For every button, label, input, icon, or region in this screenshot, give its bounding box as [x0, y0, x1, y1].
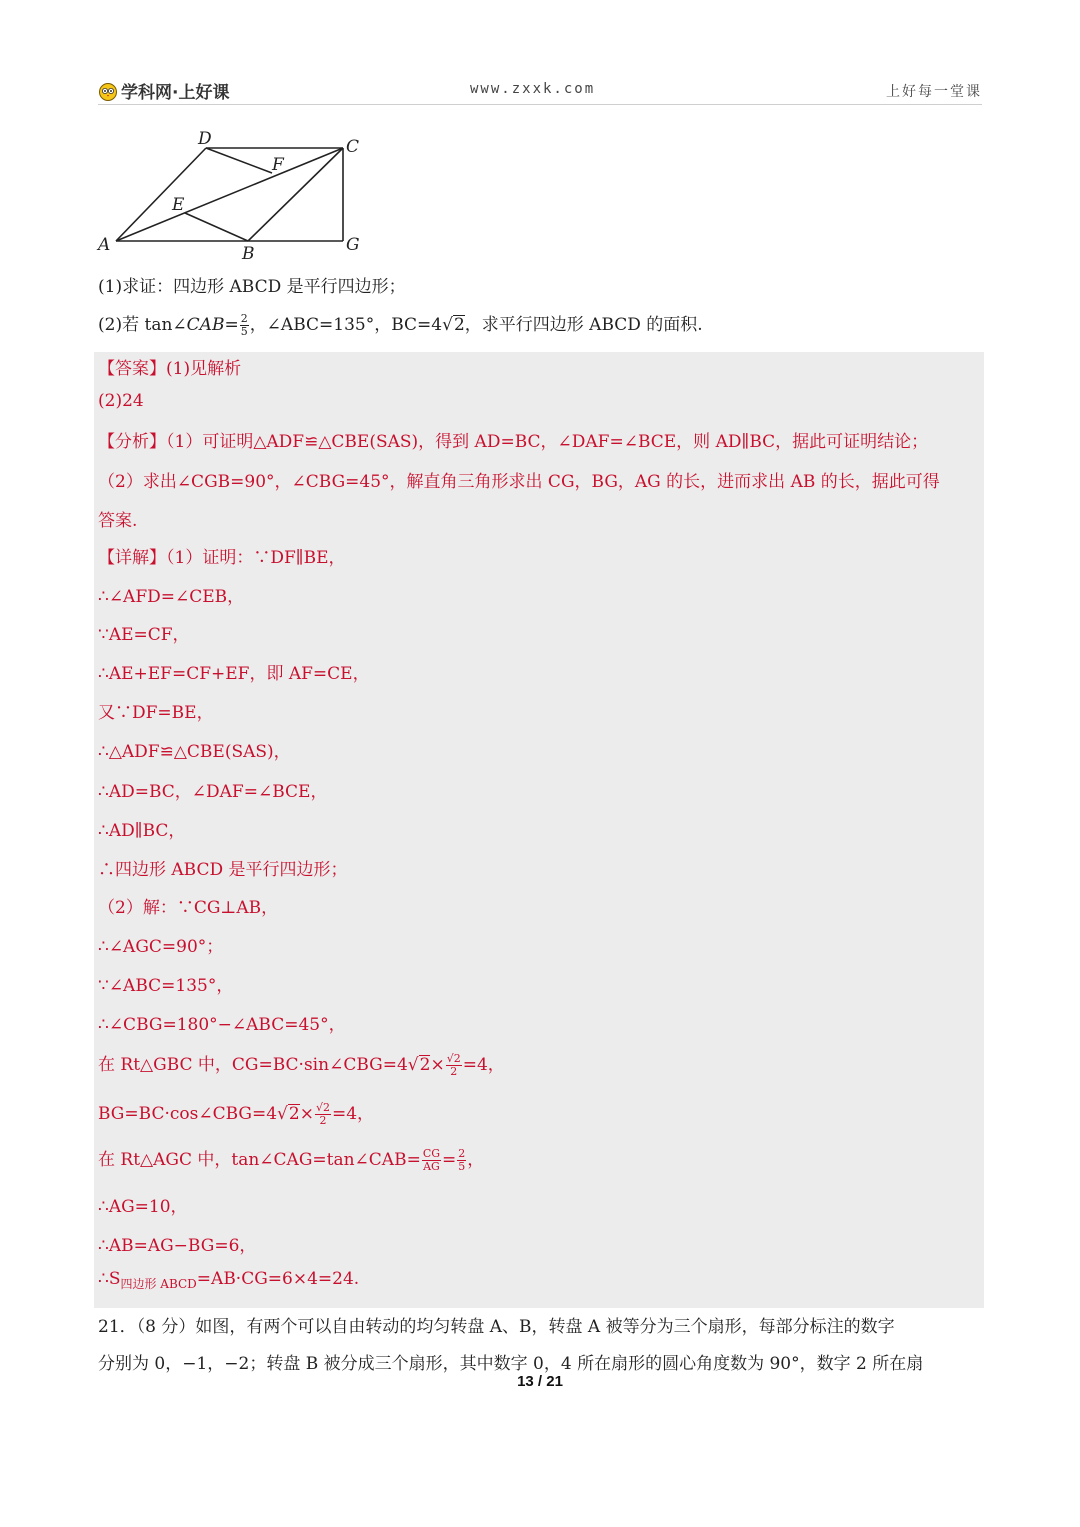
edge-BC [248, 148, 343, 241]
detail-line-8: ∴AD∥BC， [98, 821, 186, 841]
site-url: www.zxxk.com [470, 81, 596, 97]
slogan: 上好每一堂课 [886, 84, 982, 100]
label-G: G [346, 235, 360, 255]
analysis-line-1: 【分析】（1）可证明△ADF≌△CBE(SAS)，得到 AD=BC，∠DAF=∠BCE，则 AD∥BC，据此可证明结论； [98, 432, 929, 452]
detail-line-1: 【详解】（1）证明：∵DF∥BE， [98, 548, 346, 568]
answer-part-2: (2)24 [98, 391, 144, 411]
label-D: D [198, 129, 212, 149]
diagonal-AC [116, 148, 343, 241]
label-E: E [172, 195, 185, 215]
detail-line-11: ∴∠AGC=90°； [98, 937, 224, 957]
detail-line-17: ∴AG=10， [98, 1197, 188, 1217]
next-question-line-2: 分别为 0，−1，−2；转盘 B 被分成三个扇形，其中数字 0，4 所在扇形的圆心角度数为 90°，数字 2 所在扇 [98, 1354, 924, 1374]
segment-DF [206, 148, 272, 173]
page-header [98, 78, 982, 105]
detail-line-13: ∴∠CBG=180°−∠ABC=45°， [98, 1015, 346, 1035]
fraction: $\frac{2}{5}$ [240, 312, 248, 338]
detail-line-5: 又∵DF=BE， [98, 703, 214, 723]
detail-line-9: ∴四边形 ABCD 是平行四边形； [98, 860, 348, 880]
logo-text: 学科网·上好课 [121, 83, 230, 103]
label-C: C [346, 137, 360, 157]
detail-line-4: ∴AE+EF=CF+EF，即 AF=CE， [98, 664, 370, 684]
detail-line-3: ∵AE=CF， [98, 625, 190, 645]
logo [98, 78, 229, 103]
detail-line-6: ∴△ADF≌△CBE(SAS)， [98, 742, 291, 762]
detail-line-14: 在 Rt△GBC 中，CG=BC·sin∠CBG=4√2× $\frac{√2}{2}$ =4， [98, 1052, 505, 1078]
segment-EB [185, 213, 248, 241]
label-F: F [272, 155, 284, 175]
next-question-line-1: 21．（8 分）如图，有两个可以自由转动的均匀转盘 A、B，转盘 A 被等分为三个扇形，每部分标注的数字 [98, 1317, 895, 1337]
geometry-figure [96, 126, 376, 262]
label-A: A [98, 235, 111, 255]
detail-line-15: BG=BC·cos∠CBG=4√2× $\frac{√2}{2}$ =4， [98, 1101, 375, 1127]
detail-line-7: ∴AD=BC，∠DAF=∠BCE， [98, 782, 328, 802]
detail-line-10: （2）解：∵CG⊥AB， [98, 898, 279, 918]
answer-label: 【答案】(1)见解析 [98, 359, 242, 379]
detail-line-18: ∴AB=AG−BG=6， [98, 1236, 257, 1256]
detail-line-2: ∴∠AFD=∠CEB， [98, 587, 245, 607]
question-part-1: (1)求证：四边形 ABCD 是平行四边形； [98, 277, 406, 297]
label-B: B [242, 244, 255, 262]
analysis-line-3: 答案. [98, 511, 138, 531]
detail-line-12: ∵∠ABC=135°， [98, 976, 234, 996]
detail-line-19: $\therefore S_{四边形 ABCD}=AB\cdot CG=6\times 4=24$. [98, 1269, 360, 1291]
edge-AD [116, 148, 206, 241]
analysis-line-2: （2）求出∠CGB=90°，∠CBG=45°，解直角三角形求出 CG，BG，AG 的长，进而求出 AB 的长，据此可得 [98, 472, 940, 492]
page-number: 13 / 21 [517, 1373, 563, 1390]
question-part-2: (2)若 tan∠CAB= $\frac{2}{5}$ ，∠ABC=135°，BC=4√2，求平行四边形 ABCD 的面积. [98, 312, 703, 338]
detail-line-16: 在 Rt△AGC 中，tan∠CAG=tan∠CAB= $\frac{CG}{AG}$ = $\frac{2}{5}$ ， [98, 1147, 485, 1173]
owl-logo-icon [98, 81, 118, 101]
